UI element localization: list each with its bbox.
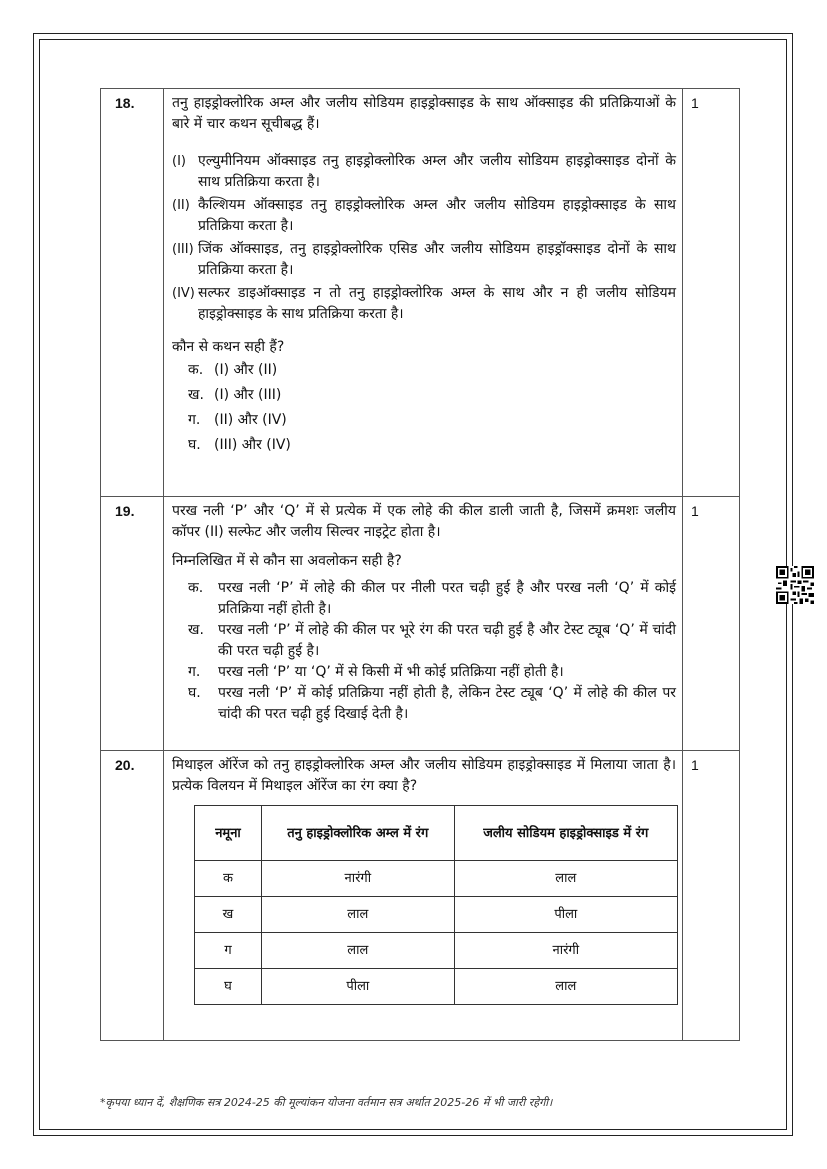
answer-option: ख. (I) और (III)	[188, 387, 282, 403]
table-row	[195, 969, 678, 1005]
column-header: जलीय सोडियम हाइड्रोक्साइड में रंग	[454, 806, 677, 861]
question-marks: 1	[683, 497, 740, 751]
table-cell: पीला	[262, 969, 455, 1005]
table-row	[195, 861, 678, 897]
table-cell: लाल	[454, 969, 677, 1005]
table-cell: लाल	[454, 861, 677, 897]
table-cell: घ	[195, 969, 262, 1005]
table-row	[195, 897, 678, 933]
footer-note: *कृपया ध्यान दें, शैक्षणिक सत्र 2024-25 की मूल्यांकन योजना वर्तमान सत्र अर्थात 2025-26 में भी जारी रहेगी।	[100, 1096, 553, 1109]
table-cell: पीला	[454, 897, 677, 933]
statement-item: (I) एल्युमीनियम ऑक्साइड तनु हाइड्रोक्लोरिक अम्ल और जलीय सोडियम हाइड्रोक्साइड दोनों के साथ प्रतिक्रिया करता है।	[172, 153, 676, 190]
answer-option: क. (I) और (II)	[188, 362, 278, 378]
statement-item: (III) जिंक ऑक्साइड, तनु हाइड्रोक्लोरिक एसिड और जलीय सोडियम हाइड्रॉक्साइड दोनों के साथ प्रतिक्रिया करता है।	[172, 241, 676, 278]
question-body	[164, 751, 683, 1041]
qr-code-icon[interactable]	[776, 566, 814, 604]
answer-option: ग. (II) और (IV)	[188, 412, 287, 428]
table-cell: लाल	[262, 933, 455, 969]
question-19-row	[101, 497, 740, 751]
table-cell: ग	[195, 933, 262, 969]
table-cell: नारंगी	[454, 933, 677, 969]
color-table-header	[195, 806, 678, 861]
table-row	[195, 933, 678, 969]
question-stem: परख नली ‘P’ और ‘Q’ में से प्रत्येक में एक लोहे की कील डाली जाती है, जिसमें क्रमशः जलीय कॉपर (II) सल्फेट और जलीय सिल्वर नाइट्रेट होता है।	[172, 503, 676, 540]
column-header: तनु हाइड्रोक्लोरिक अम्ल में रंग	[262, 806, 455, 861]
table-cell: क	[195, 861, 262, 897]
answer-option: ग. परख नली ‘P’ या ‘Q’ में से किसी में भी कोई प्रतिक्रिया नहीं होती है।	[188, 664, 564, 680]
question-marks: 1	[683, 89, 740, 497]
question-stem: तनु हाइड्रोक्लोरिक अम्ल और जलीय सोडियम हाइड्रोक्साइड के साथ ऑक्साइड की प्रतिक्रियाओं के बारे में चार कथन सूचीबद्ध हैं।	[172, 95, 676, 132]
answer-option: ख. परख नली ‘P’ में लोहे की कील पर भूरे रंग की परत चढ़ी हुई है और टेस्ट ट्यूब ‘Q’ में चांदी की परत चढ़ी हुई है।	[188, 622, 676, 659]
table-cell: ख	[195, 897, 262, 933]
answer-option: घ. (III) और (IV)	[188, 437, 291, 453]
questions-table	[100, 88, 740, 1041]
statement-item: (II) कैल्शियम ऑक्साइड तनु हाइड्रोक्लोरिक अम्ल और जलीय सोडियम हाइड्रोक्साइड के साथ प्रतिक्रिया करता है।	[172, 197, 676, 234]
question-stem: मिथाइल ऑरेंज को तनु हाइड्रोक्लोरिक अम्ल और जलीय सोडियम हाइड्रोक्साइड में मिलाया जाता है। प्रत्येक विलयन में मिथाइल ऑरेंज का रंग क्या है?	[172, 757, 676, 794]
question-prompt: कौन से कथन सही हैं?	[172, 339, 285, 355]
statement-item: (IV) सल्फर डाइऑक्साइड न तो तनु हाइड्रोक्लोरिक अम्ल के साथ और न ही जलीय सोडियम हाइड्रोक्साइड के साथ प्रतिक्रिया करता है।	[172, 285, 676, 322]
question-body	[164, 89, 683, 497]
table-cell: लाल	[262, 897, 455, 933]
answer-option: क. परख नली ‘P’ में लोहे की कील पर नीली परत चढ़ी हुई है और परख नली ‘Q’ में कोई प्रतिक्रिया नहीं होती है।	[188, 580, 676, 617]
question-marks: 1	[683, 751, 740, 1041]
question-prompt: निम्नलिखित में से कौन सा अवलोकन सही है?	[172, 553, 402, 569]
question-number: 20.	[101, 751, 164, 1041]
question-body	[164, 497, 683, 751]
column-header: नमूना	[195, 806, 262, 861]
question-18-row	[101, 89, 740, 497]
question-number: 19.	[101, 497, 164, 751]
question-20-row	[101, 751, 740, 1041]
color-table	[194, 805, 678, 1005]
table-cell: नारंगी	[262, 861, 455, 897]
question-number: 18.	[101, 89, 164, 497]
answer-option: घ. परख नली ‘P’ में कोई प्रतिक्रिया नहीं होती है, लेकिन टेस्ट ट्यूब ‘Q’ में लोहे की कील पर चांदी की परत चढ़ी हुई दिखाई देती है।	[188, 685, 676, 722]
